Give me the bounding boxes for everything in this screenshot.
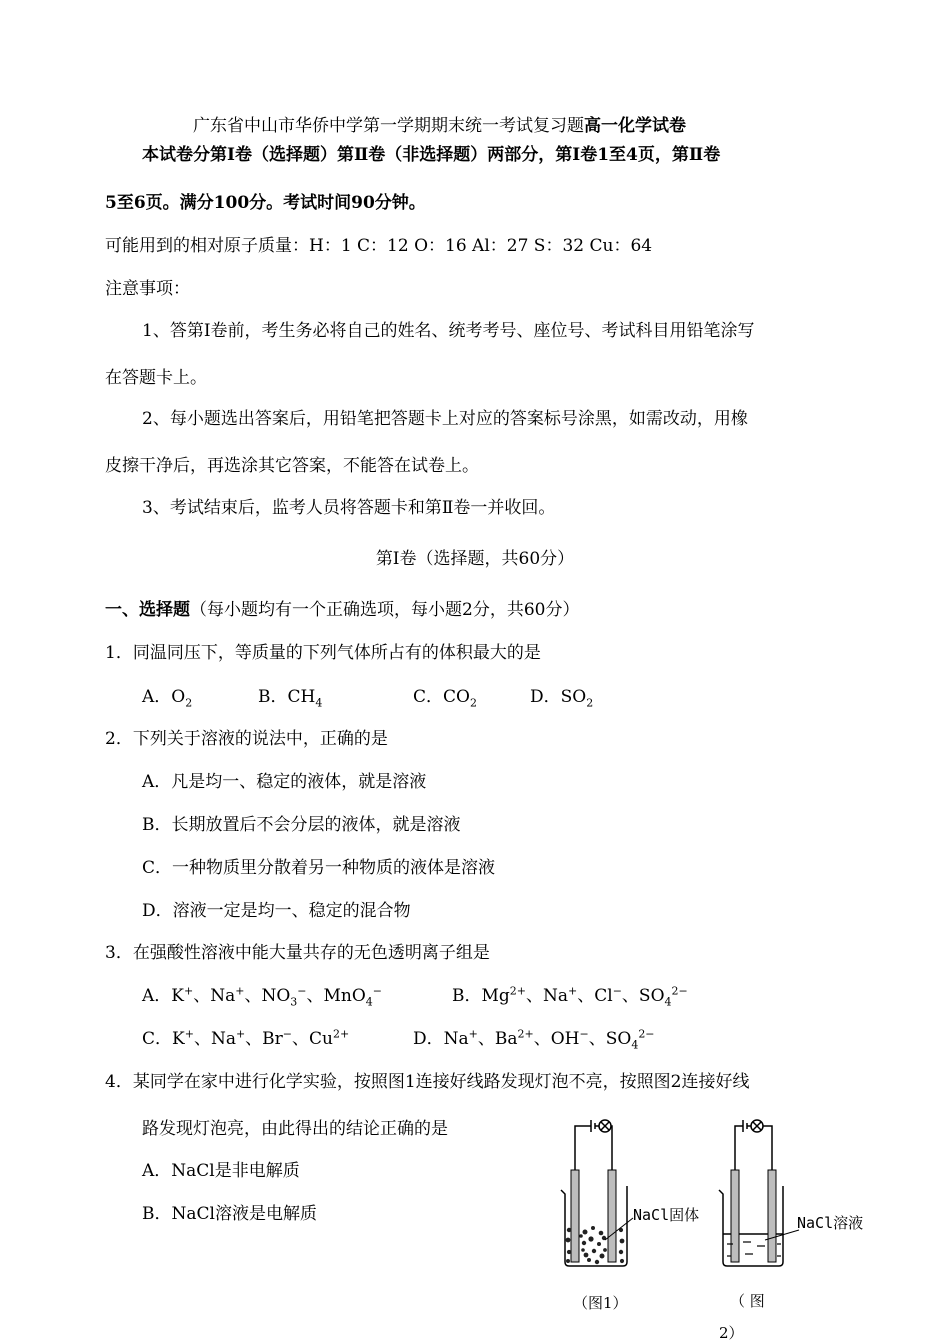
q4-option-a: A．NaCl是非电解质 xyxy=(142,1161,300,1181)
q1-option-a: A．$O_2$ xyxy=(142,687,193,710)
section-heading-bold: 一、选择题 xyxy=(105,600,190,620)
intro-line-1: 本试卷分第Ⅰ卷（选择题）第Ⅱ卷（非选择题）两部分，第Ⅰ卷1至4页，第Ⅱ卷 xyxy=(142,145,721,165)
title-prefix: 广东省中山市华侨中学第一学期期末统一考试复习题 xyxy=(193,116,584,136)
q3-stem: 3．在强酸性溶液中能大量共存的无色透明离子组是 xyxy=(105,943,490,963)
exam-title xyxy=(193,115,686,137)
q1-option-c: C．$CO_2$ xyxy=(413,687,477,710)
q1-stem: 1．同温同压下，等质量的下列气体所占有的体积最大的是 xyxy=(105,643,541,663)
atomic-masses: 可能用到的相对原子质量：H：1 C：12 O：16 Al：27 S：32 Cu：64 xyxy=(105,236,653,256)
q2-option-b: B．长期放置后不会分层的液体，就是溶液 xyxy=(142,815,461,835)
section-heading-rest: （每小题均有一个正确选项，每小题2分，共60分） xyxy=(190,600,580,620)
note-1-line-1: 1、答第I卷前，考生务必将自己的姓名、统考考号、座位号、考试科目用铅笔涂写 xyxy=(142,321,755,341)
figure-2-label: NaCl溶液 xyxy=(797,1214,864,1232)
figure-1-caption: （图1） xyxy=(573,1294,628,1312)
q4-option-b: B．NaCl溶液是电解质 xyxy=(142,1204,317,1224)
note-3: 3、考试结束后，监考人员将答题卡和第Ⅱ卷一并收回。 xyxy=(142,498,556,518)
figure-2-caption-b: 2） xyxy=(719,1324,744,1342)
note-2-line-2: 皮擦干净后，再选涂其它答案，不能答在试卷上。 xyxy=(105,456,479,476)
note-1-line-2: 在答题卡上。 xyxy=(105,368,207,388)
part1-title: 第I卷（选择题，共60分） xyxy=(375,549,575,569)
q2-option-a: A．凡是均一、稳定的液体，就是溶液 xyxy=(142,772,427,792)
q2-option-d: D．溶液一定是均一、稳定的混合物 xyxy=(142,901,411,921)
figure-2-caption-a: （ 图 xyxy=(730,1292,765,1310)
q3-option-a: A．K+、Na+、$NO_3^-$、MnO$_4$− xyxy=(142,984,382,1009)
q3-option-b: B．$Mg^{2+}$、Na+、Cl−、$SO_4^{2-}$ xyxy=(452,984,688,1009)
intro-line-2: 5至6页。满分100分。考试时间90分钟。 xyxy=(105,193,426,213)
section-heading xyxy=(105,599,579,621)
title-bold: 高一化学试卷 xyxy=(584,116,686,136)
figure-1-label: NaCl固体 xyxy=(633,1206,700,1224)
figure-2-circuit xyxy=(715,1112,805,1272)
notes-heading: 注意事项： xyxy=(105,279,190,299)
q4-stem-line-1: 4．某同学在家中进行化学实验，按照图1连接好线路发现灯泡不亮，按照图2连接好线 xyxy=(105,1072,750,1092)
q1-option-d: D．$SO_2$ xyxy=(530,687,594,710)
q2-stem: 2．下列关于溶液的说法中，正确的是 xyxy=(105,729,388,749)
q3-option-c: C．K+、Na+、Br−、$Cu^{2+}$ xyxy=(142,1027,350,1049)
q2-option-c: C．一种物质里分散着另一种物质的液体是溶液 xyxy=(142,858,496,878)
q4-stem-line-2: 路发现灯泡亮，由此得出的结论正确的是 xyxy=(142,1119,448,1139)
note-2-line-1: 2、每小题选出答案后，用铅笔把答题卡上对应的答案标号涂黑，如需改动，用橡 xyxy=(142,409,748,429)
q3-option-d: D．Na+、$Ba^{2+}$、OH−、$SO_4^{2-}$ xyxy=(413,1027,655,1052)
q1-option-b: B．$CH_4$ xyxy=(258,687,323,710)
figure-1-circuit xyxy=(555,1112,715,1272)
